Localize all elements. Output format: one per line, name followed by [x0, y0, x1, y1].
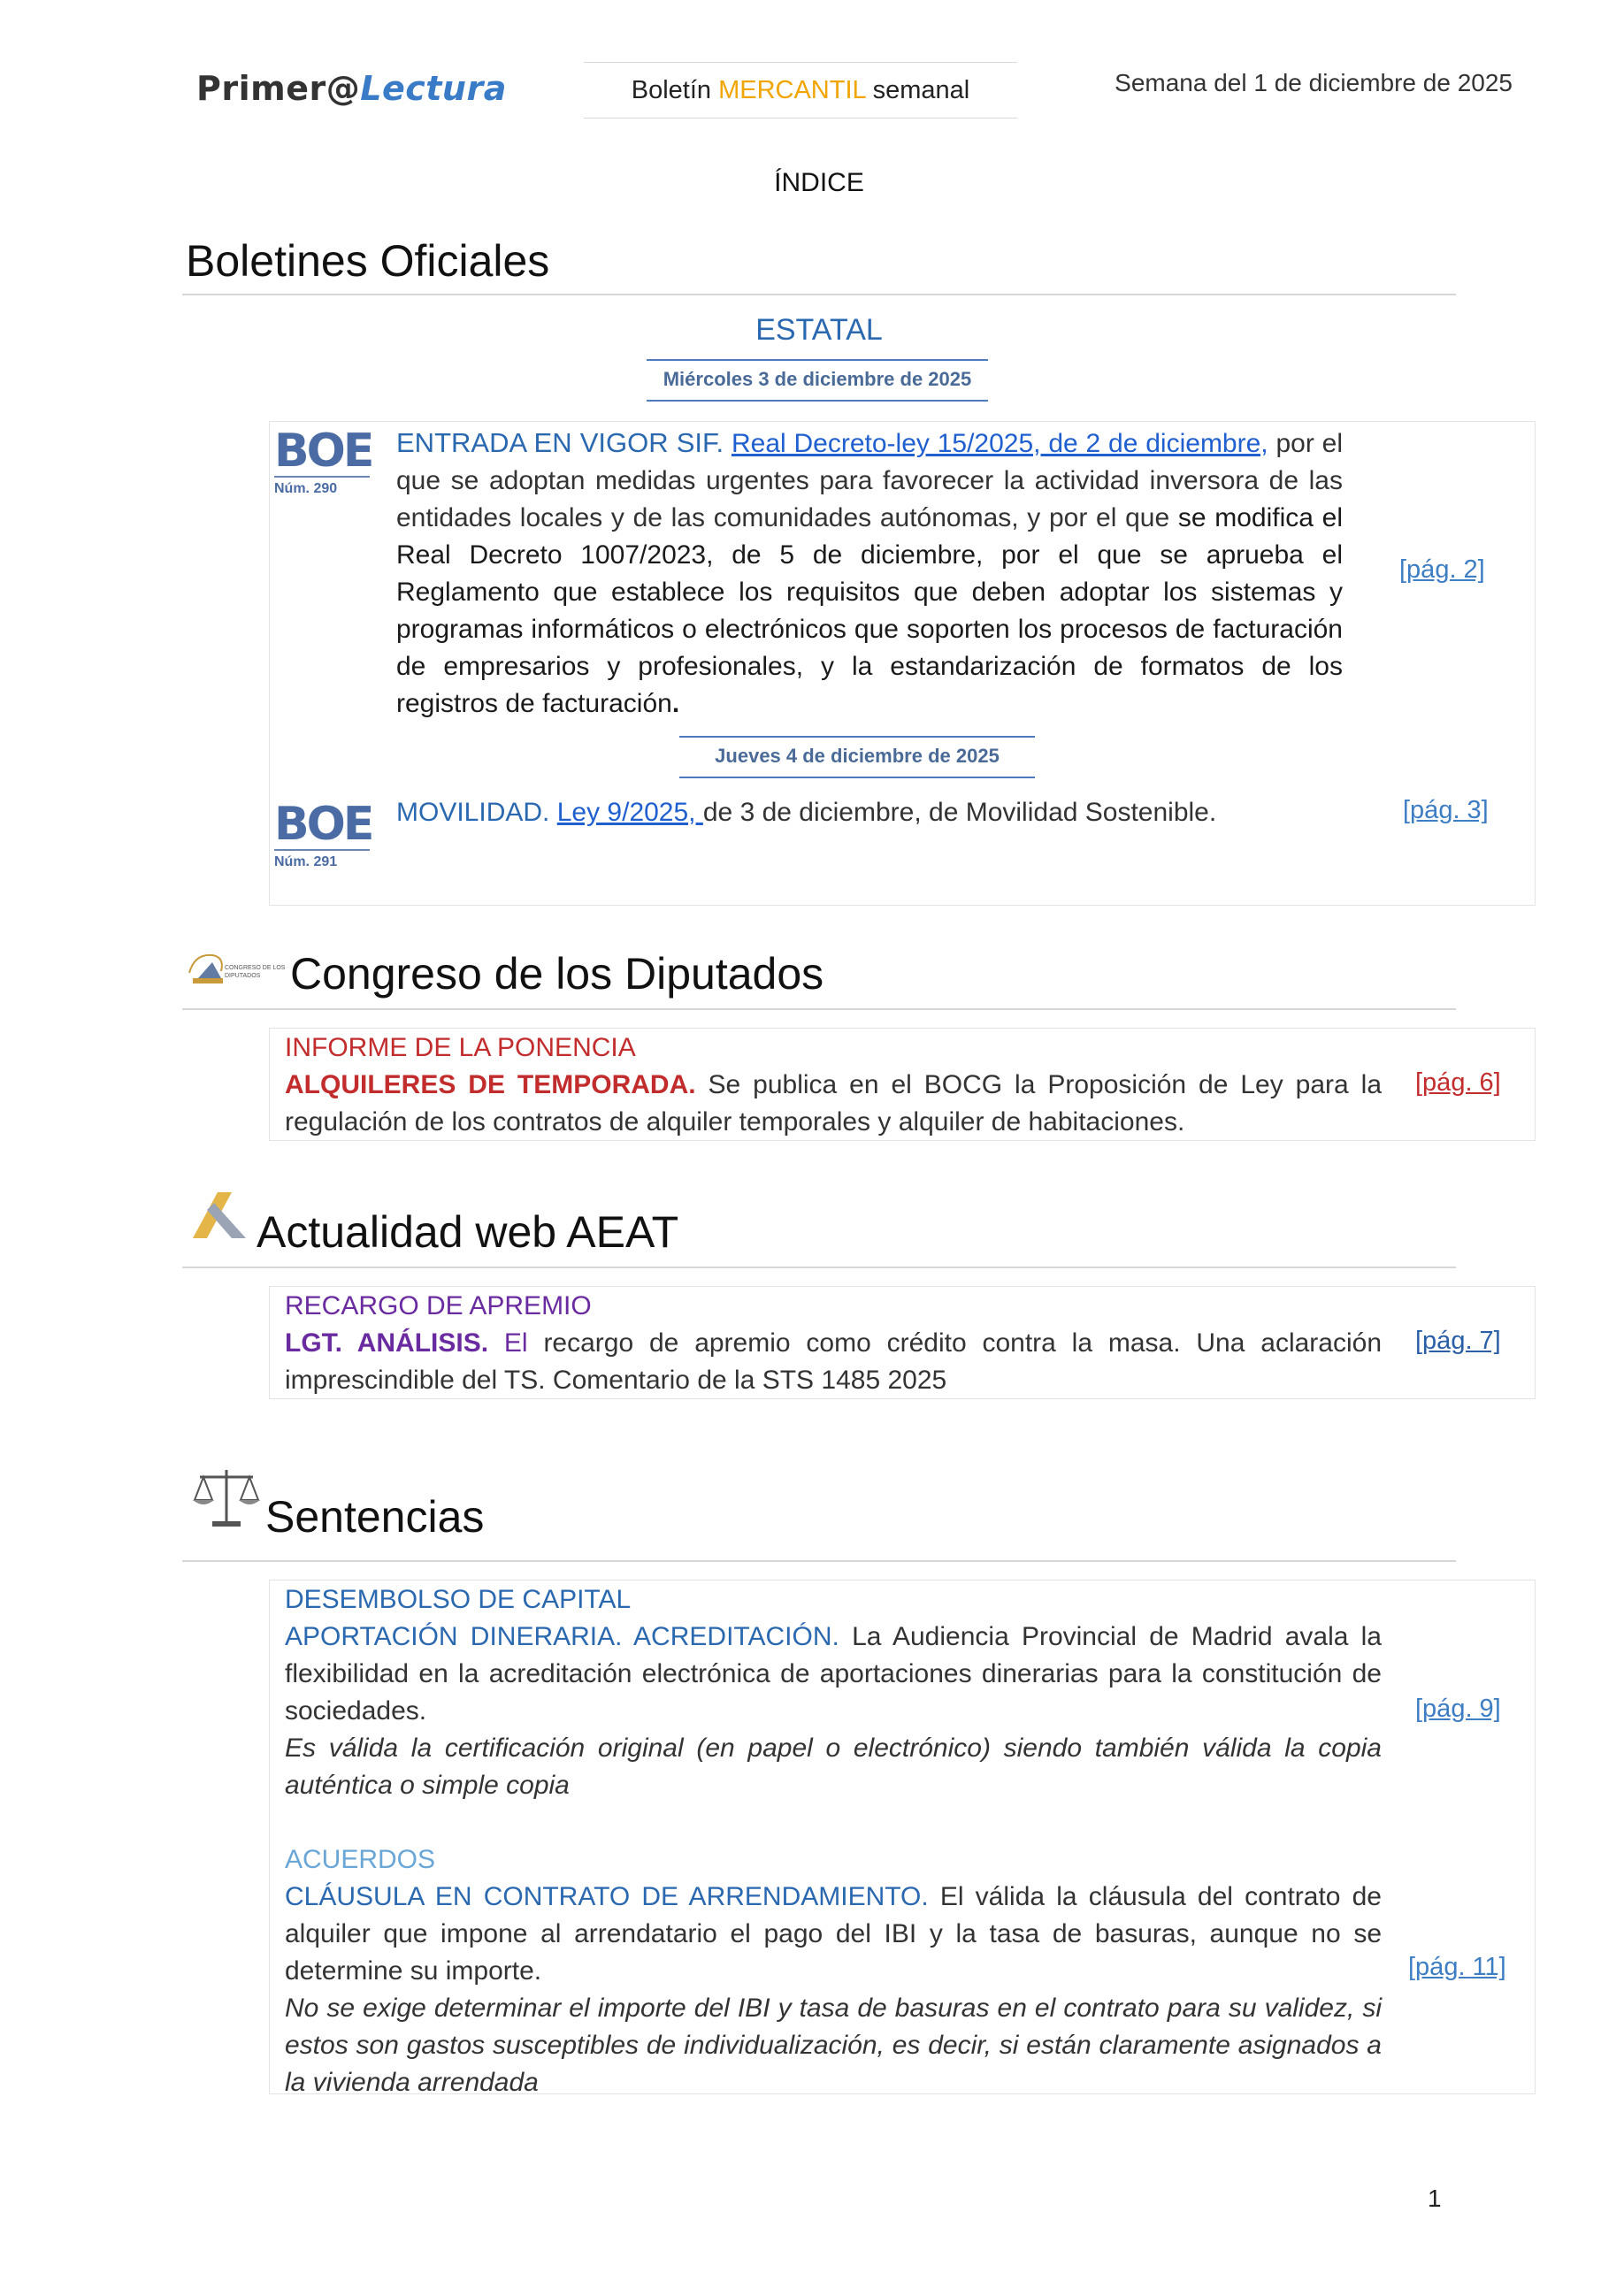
item-category: INFORME DE LA PONENCIA: [285, 1033, 636, 1062]
boe-item-1: ENTRADA EN VIGOR SIF. Real Decreto-ley 15/2025, de 2 de diciembre, por el que se adoptan medidas urgentes para favorecer la actividad inversora de las entidades locales y de las comunidades autónomas, y por el que se modifica el Real Decreto 1007/2023, de 5 de diciembre, por el que se aprueba el Reglamento que establece los requisitos que deben adoptar los sistemas y programas informáticos o electrónicos que soporten los procesos de facturación de empresarios y profesionales, y la estandarización de formatos de los registros de facturación.: [396, 427, 1344, 718]
item-heading: ALQUILERES DE TEMPORADA.: [285, 1070, 696, 1099]
section-title-boletines: Boletines Oficiales: [186, 236, 550, 286]
page-link-11[interactable]: [pág. 11]: [1408, 1953, 1506, 1981]
item-heading: MOVILIDAD.: [396, 798, 550, 827]
page-link-9[interactable]: [pág. 9]: [1415, 1695, 1501, 1723]
sentencia-item-2: ACUERDOS CLÁUSULA EN CONTRATO DE ARRENDAMIENTO. El válida la cláusula del contrato de alquiler que impone al arrendatario el pago del IBI y la tasa de basuras, aunque no se determine su importe. No se exige determinar el importe del IBI y tasa de basuras en el contrato para su validez, si estos son gastos susceptibles de individualización, es decir, si están claramente asignados a la vivienda arrendada: [285, 1841, 1382, 2101]
sentencias-logo: [191, 1465, 262, 1532]
boe-issue-number: Núm. 291: [274, 854, 338, 869]
page-link-6[interactable]: [pág. 6]: [1415, 1068, 1501, 1097]
section-title-aeat: Actualidad web AEAT: [257, 1207, 679, 1257]
section-divider: [182, 1560, 1456, 1562]
subsection-estatal: ESTATAL: [755, 313, 883, 347]
congreso-item: INFORME DE LA PONENCIA ALQUILERES DE TEMPORADA. Se publica en el BOCG la Proposición de Ley para la regulación de los contratos de alquiler temporales y alquiler de habitaciones.: [285, 1029, 1382, 1141]
item-category: DESEMBOLSO DE CAPITAL: [285, 1585, 632, 1614]
section-divider: [182, 294, 1456, 295]
item-category: RECARGO DE APREMIO: [285, 1291, 592, 1320]
week-label: Semana del 1 de diciembre de 2025: [1115, 69, 1513, 96]
item-note: No se exige determinar el importe del IBI y tasa de basuras en el contrato para su validez, si estos son gastos susceptibles de individualización, es decir, si están claramente asignados a la vivienda arrendada: [285, 1994, 1382, 2097]
date-label-2: Jueves 4 de diciembre de 2025: [679, 736, 1035, 778]
item-heading: APORTACIÓN DINERARIA. ACREDITACIÓN.: [285, 1622, 839, 1651]
page-link-2[interactable]: [pág. 2]: [1399, 555, 1485, 584]
section-divider: [182, 1008, 1456, 1010]
item-category: ACUERDOS: [285, 1845, 436, 1874]
page-number: 1: [1428, 2185, 1442, 2212]
section-title-sentencias: Sentencias: [265, 1492, 485, 1542]
boe-icon: BOE: [274, 798, 372, 851]
aeat-item: RECARGO DE APREMIO LGT. ANÁLISIS. El recargo de apremio como crédito contra la masa. Una aclaración imprescindible del TS. Comentario de la STS 1485 2025: [285, 1288, 1382, 1399]
congreso-logo: CONGRESO DE LOS DIPUTADOS: [186, 946, 288, 992]
item-note: Es válida la certificación original (en papel o electrónico) siendo también válida la copia auténtica o simple copia: [285, 1733, 1382, 1800]
scales-of-justice-icon: [191, 1465, 262, 1532]
real-decreto-link[interactable]: Real Decreto-ley 15/2025, de 2 de diciembre,: [731, 429, 1268, 458]
boe-icon: BOE: [274, 425, 372, 478]
boe-logo-2: [274, 798, 372, 870]
bulletin-title: Boletín MERCANTIL semanal: [584, 62, 1017, 119]
aeat-logo: [188, 1185, 255, 1247]
boe-logo-1: [274, 425, 372, 497]
item-heading: CLÁUSULA EN CONTRATO DE ARRENDAMIENTO.: [285, 1882, 929, 1911]
primera-lectura-logo: Primer@Lectura: [196, 69, 507, 108]
ley-link[interactable]: Ley 9/2025,: [556, 798, 703, 827]
page-link-3[interactable]: [pág. 3]: [1403, 796, 1489, 824]
sentencia-item-1: DESEMBOLSO DE CAPITAL APORTACIÓN DINERARIA. ACREDITACIÓN. La Audiencia Provincial de Madrid avala la flexibilidad en la acreditación electrónica de aportaciones dinerarias para la constitución de sociedades. Es válida la certificación original (en papel o electrónico) siendo también válida la copia auténtica o simple copia: [285, 1581, 1382, 1804]
index-title: ÍNDICE: [774, 168, 864, 197]
boe-issue-number: Núm. 290: [274, 481, 338, 496]
item-heading: ENTRADA EN VIGOR SIF.: [396, 427, 724, 458]
section-title-congreso: Congreso de los Diputados: [290, 949, 824, 999]
item-heading: LGT. ANÁLISIS.: [285, 1328, 489, 1358]
date-label-1: Miércoles 3 de diciembre de 2025: [647, 359, 988, 402]
section-divider: [182, 1267, 1456, 1268]
aeat-emblem-icon: [188, 1185, 255, 1247]
page-link-7[interactable]: [pág. 7]: [1415, 1327, 1501, 1355]
boe-item-2: MOVILIDAD. Ley 9/2025, de 3 de diciembre, de Movilidad Sostenible.: [396, 798, 1217, 827]
